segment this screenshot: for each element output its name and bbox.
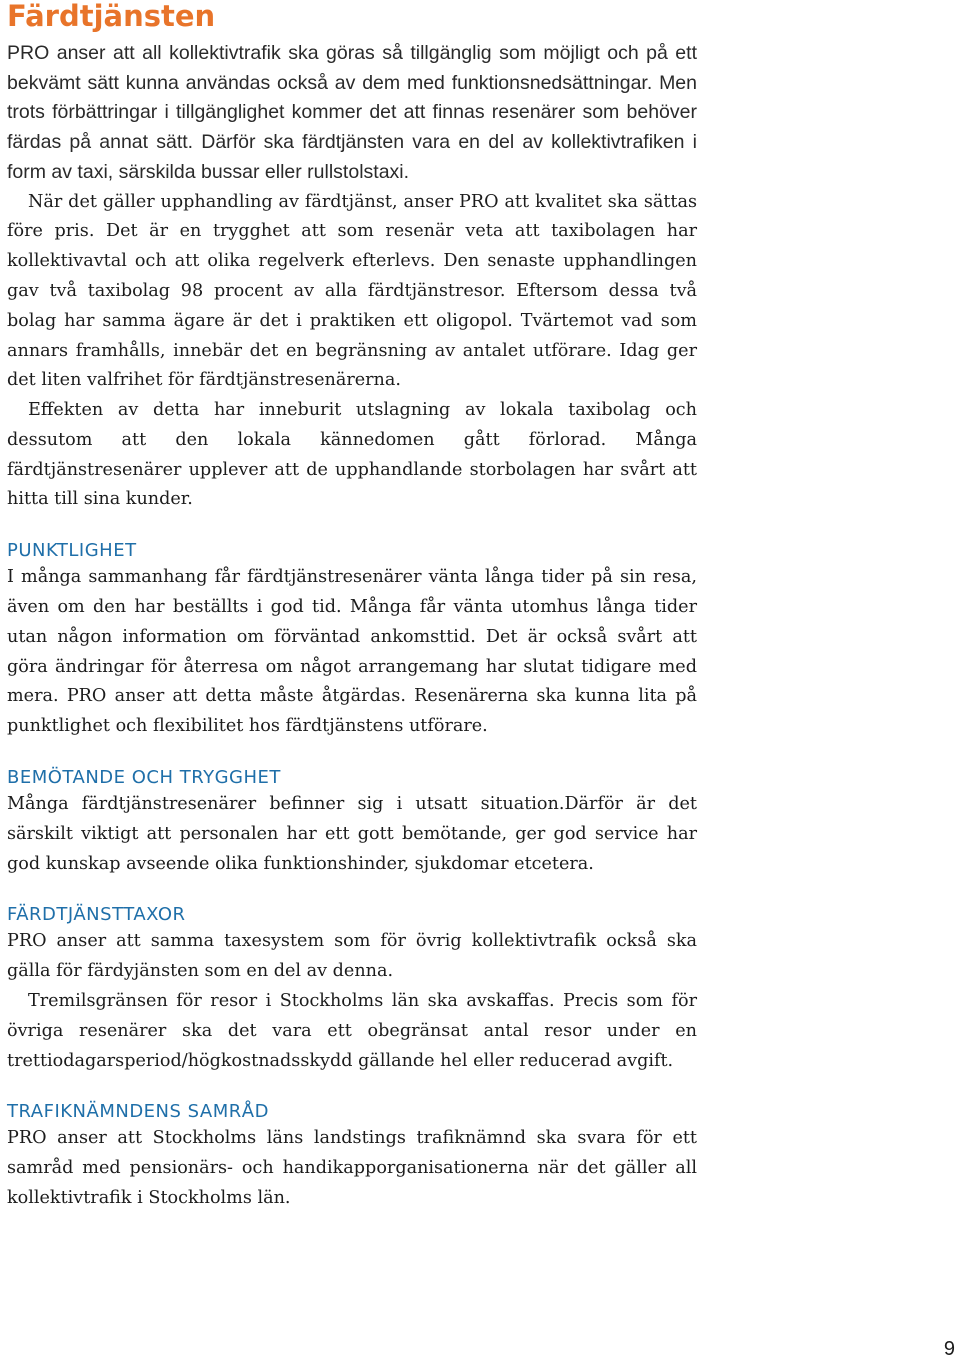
document-page: [7, 0, 697, 1214]
section-heading-bemotande: BEMÖTANDE OCH TRYGGHET: [7, 767, 281, 789]
section-heading-taxor: FÄRDTJÄNSTTAXOR: [7, 904, 186, 926]
punktlighet-paragraph-1: I många sammanhang får färdtjänstresenärer vänta långa tider på sin resa, även om den har beställts i god tid. Många får vänta utomhus långa tider utan någon information om förväntad ankomsttid. Det är också svårt att göra ändringar för återresa om något arrangemang har slutat tidigare med mera. PRO anser att detta måste åtgärdas. Resenärerna ska kunna lita på punktlighet och flexibilitet hos färdtjänstens utförare.: [7, 567, 697, 737]
intro-paragraph-2: När det gäller upphandling av färdtjänst, anser PRO att kvalitet ska sättas före pris. Det är en trygghet att som resenär veta att taxibolagen har kollektivavtal och att olika regelverk efterlevs. Den senaste upphandlingen gav två taxibolag 98 procent av alla färdtjänstresor. Eftersom dessa två bolag har samma ägare är det i praktiken ett oligopol. Tvärtemot vad som annars framhålls, innebär det en begränsning av antalet utförare. Idag ger det liten valfrihet för färdtjänstresenärerna.: [7, 191, 697, 391]
bemotande-paragraph-1: Många färdtjänstresenärer befinner sig i utsatt situation.Därför är det särskilt viktigt att personalen har ett gott bemötande, ger god service har god kunskap avseende olika funktionshinder, sjukdomar etcetera.: [7, 794, 697, 874]
intro-paragraph-1: PRO anser att all kollektivtrafik ska göras så tillgänglig som möjligt och på ett bekvämt sätt kunna användas också av dem med funktionsnedsättningar. Men trots förbättringar i tillgänglighet kommer det att finnas resenärer som behöver färdas på annat sätt. Därför ska färdtjänsten vara en del av kollektivtrafiken i form av taxi, särskilda bussar eller rullstolstaxi.: [7, 42, 697, 183]
section-heading-samrad: TRAFIKNÄMNDENS SAMRÅD: [7, 1101, 269, 1123]
intro-paragraph-3: Effekten av detta har inneburit utslagning av lokala taxibolag och dessutom att den lokala kännedomen gått förlorad. Många färdtjänstresenärer upplever att de upphandlande storbolagen har svårt att hitta till sina kunder.: [7, 400, 697, 510]
taxor-paragraph-2: Tremilsgränsen för resor i Stockholms län ska avskaffas. Precis som för övriga resenärer ska det vara ett obegränsat antal resor under en trettiodagarsperiod/högkostnadsskydd gällande hel eller reducerad avgift.: [7, 991, 697, 1071]
section-heading-punktlighet: PUNKTLIGHET: [7, 540, 137, 562]
page-title: Färdtjänsten: [7, 0, 216, 33]
samrad-paragraph-1: PRO anser att Stockholms läns landstings trafiknämnd ska svara för ett samråd med pensionärs- och handikapporganisationerna när det gäller all kollektivtrafik i Stockholms län.: [7, 1128, 697, 1209]
taxor-paragraph-1: PRO anser att samma taxesystem som för övrig kollektivtrafik också ska gälla för färdyjänsten som en del av denna.: [7, 931, 697, 982]
page-number: 9: [943, 1338, 955, 1360]
